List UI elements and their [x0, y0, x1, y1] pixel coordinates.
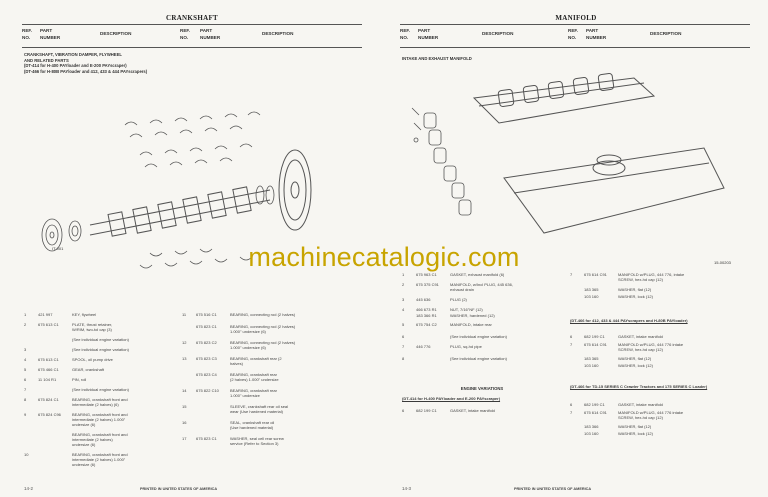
description: PLATE, thrust retainer, [72, 322, 113, 327]
description: BEARING, connecting rod (2 halves) [230, 324, 296, 329]
figure-label: IT-001 [52, 246, 64, 251]
description: GASKET, exhaust manifold (6) [450, 272, 505, 277]
variation-heading: (DT-466 for 412, 433 & 444 PAYscrapers and H-80B PAYloader) [570, 318, 688, 323]
part-number: 183 365 [584, 287, 599, 292]
description: 1.000" undersize (6) [230, 329, 266, 334]
part-number: 675 963 C1 [416, 272, 437, 277]
description: intermediate (2 halves) (6) [72, 402, 119, 407]
description: service (Refer to Section 3) [230, 441, 279, 446]
ref-no: 2 [402, 282, 405, 287]
flywheel [279, 150, 311, 230]
ref-no: 8 [402, 356, 405, 361]
part-number: 675 466 C1 [38, 367, 59, 372]
part-number: 675 516 C1 [196, 312, 217, 317]
part-number: 675 822 C10 [196, 388, 219, 393]
part-number: 183 366 R1 [416, 313, 437, 318]
part-number: 675 824 C1 [38, 397, 59, 402]
description: BEARING, connecting rod (2 halves) [230, 312, 296, 317]
part-number: 675 613 C1 [38, 357, 59, 362]
variation-heading: (DT-466 for TD-15 SERIES C Crawler Tractors and 175 SERIES C Loader) [570, 384, 708, 389]
header-ref-2: REF. [568, 28, 578, 33]
description: BEARING, crankshaft front and [72, 432, 128, 437]
ref-no: 6 [570, 402, 573, 407]
header-number-2: NUMBER [586, 35, 607, 40]
variation-heading: (DT-414 for H-400 PAYloader and E-200 PAYscraper) [402, 396, 501, 401]
description: (See individual engine variation) [72, 347, 129, 352]
header-part-2: PART [586, 28, 599, 33]
section-title [24, 52, 147, 74]
description: undersize (6) [72, 422, 96, 427]
part-number: 675 823 C1 [196, 436, 217, 441]
description: BEARING, crankshaft front and [72, 412, 128, 417]
header-no: NO. [400, 35, 409, 40]
description: GASKET, intake manifold [618, 402, 663, 407]
description: intermediate (2 halves) [72, 437, 113, 442]
page-footer: PRINTED IN UNITED STATES OF AMERICA [514, 487, 592, 491]
page-number: 14-2 [24, 486, 34, 491]
description: exhaust drain [450, 287, 475, 292]
description: W/RIM, two-tol cap (3) [72, 327, 112, 332]
ref-no: 3 [24, 347, 27, 352]
part-number: 675 375 C91 [416, 282, 439, 287]
part-number: 675 823 C2 [196, 340, 217, 345]
table-header [400, 24, 750, 48]
ref-no: 4 [402, 307, 405, 312]
ref-no: 17 [182, 436, 187, 441]
ref-no: 6 [570, 334, 573, 339]
engine-variations-title: ENGINE VARIATIONS [460, 386, 504, 391]
ref-no: 6 [402, 408, 405, 413]
description: BEARING, connecting rod (2 halves) [230, 340, 296, 345]
ref-no: 8 [24, 397, 27, 402]
page-title: MANIFOLD [555, 14, 597, 22]
exhaust-gaskets [424, 113, 471, 215]
part-number: 675 823 C4 [196, 372, 217, 377]
part-number: 421 997 [38, 312, 53, 317]
description: SLEEVE, crankshaft rear oil seal [230, 404, 289, 409]
description: WASHER, lock (12) [618, 431, 653, 436]
description: SEAL, crankshaft rear oil [230, 420, 275, 425]
description: BEARING, crankshaft front and [72, 397, 128, 402]
description: WASHER, seal cell rear screw [230, 436, 284, 441]
part-number: 103 160 [584, 431, 599, 436]
watermark: machinecatalogic.com [248, 242, 520, 272]
description: SCREW, hex-hd cap (12) [618, 415, 663, 420]
part-number: 682 199 C1 [416, 408, 437, 413]
description: (See individual engine variation) [450, 356, 507, 361]
description: wear (Use hardened material) [230, 409, 283, 414]
description: MANIFOLD w/PLUG, 444 776 intake [618, 342, 684, 347]
description: (2 halves) 1.000" undersize [230, 377, 279, 382]
description: 1.000" undersize [230, 393, 260, 398]
description: (See individual engine variation) [72, 387, 129, 392]
header-ref: REF. [22, 28, 32, 33]
section-title-line: (DT-414 for H-400 PAYloader and E-200 PAYscraper) [24, 63, 127, 68]
ref-no: 3 [402, 297, 405, 302]
ref-no: 5 [402, 322, 405, 327]
page-number: 14-3 [402, 486, 412, 491]
description: 1.000" undersize (6) [230, 345, 266, 350]
part-number: 103 160 [584, 294, 599, 299]
part-number: 675 614 C91 [584, 410, 607, 415]
part-number: 183 366 [584, 424, 599, 429]
header-part: PART [418, 28, 431, 33]
part-number: 183 365 [584, 356, 599, 361]
header-description: DESCRIPTION [482, 31, 514, 36]
header-number-2: NUMBER [200, 35, 221, 40]
ref-no: 1 [402, 272, 405, 277]
intake-manifold [504, 148, 724, 233]
header-ref-2: REF. [180, 28, 190, 33]
ref-no: 7 [570, 272, 573, 277]
ref-no: 12 [182, 340, 187, 345]
ref-no: 1 [24, 312, 27, 317]
ref-no: 5 [24, 367, 27, 372]
ref-no: 4 [24, 357, 27, 362]
part-number: 446 776 [416, 344, 431, 349]
description: intermediate (2 halves) 1.000" [72, 417, 126, 422]
part-number: 675 823 C3 [196, 356, 217, 361]
description: MANIFOLD w/PLUG, 444 776 intake [618, 410, 684, 415]
part-number: 682 199 C1 [584, 334, 605, 339]
header-number: NUMBER [418, 35, 439, 40]
description: SCREW, hex-hd cap (12) [618, 277, 663, 282]
part-number: 445 636 [416, 297, 431, 302]
ref-no: 6 [24, 377, 27, 382]
description: BEARING, crankshaft rear [230, 388, 277, 393]
crankshaft-gear [69, 221, 81, 241]
ref-no: 7 [24, 387, 27, 392]
description: undersize (6) [72, 462, 96, 467]
description: WASHER, lock (12) [618, 294, 653, 299]
description: (Use hardened material) [230, 425, 274, 430]
description: GEAR, crankshaft [72, 367, 105, 372]
ref-no: 7 [570, 410, 573, 415]
section-title: INTAKE AND EXHAUST MANIFOLD [402, 56, 472, 61]
manifold-exploded-diagram [404, 68, 744, 258]
description: SPOOL, oil pump drive [72, 357, 113, 362]
description: PIN, roll [72, 377, 87, 382]
description: intermediate (2 halves) 1.000" [72, 457, 126, 462]
table-header [22, 24, 362, 48]
ref-no: 7 [570, 342, 573, 347]
page-title: CRANKSHAFT [165, 14, 218, 22]
part-number: 103 160 [584, 363, 599, 368]
header-description: DESCRIPTION [100, 31, 132, 36]
ref-no: 14 [182, 388, 187, 393]
ref-no: 9 [24, 412, 27, 417]
figure-label: 15-00203 [714, 260, 731, 265]
part-number: 11 104 R1 [38, 377, 57, 382]
description: GASKET, intake manifold [450, 408, 495, 413]
description: WASHER, flat (12) [618, 356, 652, 361]
description: KEY, flywheel [72, 312, 97, 317]
description: WASHER, hardened (12) [450, 313, 495, 318]
ref-no: 15 [182, 404, 187, 409]
description: BEARING, crankshaft front and [72, 452, 128, 457]
upper-bearing-shells [125, 112, 260, 167]
description: WASHER, lock (12) [618, 363, 653, 368]
part-number: 675 614 C91 [584, 272, 607, 277]
description: WASHER, flat (12) [618, 424, 652, 429]
part-number: 675 754 C2 [416, 322, 437, 327]
exhaust-manifold [474, 73, 654, 123]
header-part: PART [40, 28, 53, 33]
header-no-2: NO. [180, 35, 189, 40]
description: GASKET, intake manifold [618, 334, 663, 339]
page-footer: PRINTED IN UNITED STATES OF AMERICA [140, 487, 218, 491]
description: PLUG, sq-hd pipe [450, 344, 482, 349]
description: WASHER, flat (12) [618, 287, 652, 292]
ref-no: 6 [402, 334, 405, 339]
section-title-line: CRANKSHAFT, VIBRATION DAMPER, FLYWHEEL [24, 52, 122, 57]
part-number: 675 824 C96 [38, 412, 61, 417]
crankshaft-body [90, 187, 270, 236]
description: BEARING, crankshaft rear (2 [230, 356, 282, 361]
header-description-2: DESCRIPTION [262, 31, 294, 36]
header-part-2: PART [200, 28, 213, 33]
header-number: NUMBER [40, 35, 61, 40]
description: (See individual engine variation) [450, 334, 507, 339]
description: MANIFOLD w/PLUG, 444 776, intake [618, 272, 685, 277]
ref-no: 16 [182, 420, 187, 425]
description: BEARING, crankshaft rear [230, 372, 277, 377]
description: SCREW, hex-hd cap (12) [618, 347, 663, 352]
part-number: 675 614 C91 [584, 342, 607, 347]
part-number: 675 613 C1 [38, 322, 59, 327]
description: MANIFOLD, intake rear [450, 322, 492, 327]
description: MANIFOLD, w/Incl PLUG, 445 636, [450, 282, 513, 287]
part-number: 675 823 C1 [196, 324, 217, 329]
header-description-2: DESCRIPTION [650, 31, 682, 36]
header-no-2: NO. [568, 35, 577, 40]
ref-no: 10 [24, 452, 29, 457]
section-title-line: (DT-466 for H-80B PAYloader and 412, 433 & 444 PAYscrapers) [24, 68, 148, 74]
description: NUT, 7/16"NF (12) [450, 307, 483, 312]
header-ref: REF. [400, 28, 410, 33]
header-no: NO. [22, 35, 31, 40]
ref-no: 2 [24, 322, 27, 327]
ref-no: 7 [402, 344, 405, 349]
description: (See individual engine variation) [72, 337, 129, 342]
description: PLUG (2) [450, 297, 467, 302]
part-number: 466 673 R1 [416, 307, 437, 312]
description: undersize (6) [72, 442, 96, 447]
section-title-line: AND RELATED PARTS [24, 57, 69, 63]
part-number: 682 199 C1 [584, 402, 605, 407]
description: halves) [230, 361, 243, 366]
ref-no: 11 [182, 312, 187, 317]
ref-no: 13 [182, 356, 187, 361]
